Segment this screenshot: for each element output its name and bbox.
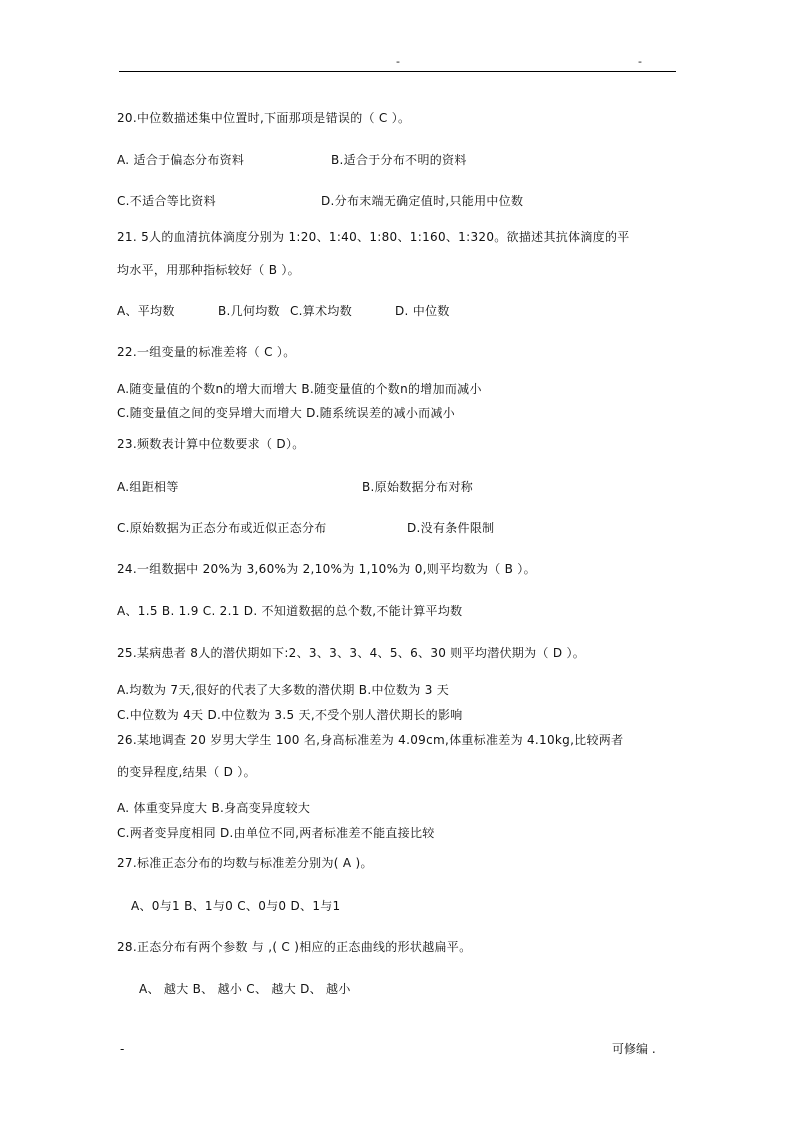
header-mark-right: - — [638, 55, 642, 68]
question-22-options-cd: C.随变量值之间的变异增大而增大 D.随系统误差的减小而减小 — [117, 406, 456, 420]
question-22-options-ab: A.随变量值的个数n的增大而增大 B.随变量值的个数n的增加而减小 — [117, 382, 482, 396]
question-27-stem: 27.标准正态分布的均数与标准差分别为( A )。 — [117, 856, 373, 870]
question-26-stem-line1: 26.某地调查 20 岁男大学生 100 名,身高标准差为 4.09cm,体重标准差为 4.10kg,比较两者 — [117, 733, 624, 747]
question-27-options: A、0与1 B、1与0 C、0与0 D、1与1 — [131, 899, 341, 913]
question-28-options: A、 越大 B、 越小 C、 越大 D、 越小 — [139, 982, 351, 996]
question-21-option-a: A、平均数 — [117, 304, 175, 318]
question-25-options-cd: C.中位数为 4天 D.中位数为 3.5 天,不受个别人潜伏期长的影响 — [117, 708, 463, 722]
question-21-option-c: C.算术均数 — [290, 304, 352, 318]
question-21-stem-line1: 21. 5人的血清抗体滴度分别为 1:20、1:40、1:80、1:160、1:320。欲描述其抗体滴度的平 — [117, 230, 630, 244]
question-20-option-a: A. 适合于偏态分布资料 — [117, 153, 245, 167]
question-20-option-d: D.分布末端无确定值时,只能用中位数 — [321, 194, 524, 208]
question-20-option-b: B.适合于分布不明的资料 — [331, 153, 467, 167]
question-22-stem: 22.一组变量的标准差将（ C ）。 — [117, 345, 296, 359]
question-23-option-a: A.组距相等 — [117, 480, 179, 494]
question-21-option-d: D. 中位数 — [395, 304, 450, 318]
question-25-stem: 25.某病患者 8人的潜伏期如下:2、3、3、3、4、5、6、30 则平均潜伏期为（ D ）。 — [117, 646, 586, 660]
footer-editable-note: 可修编 . — [612, 1042, 656, 1056]
header-rule — [119, 71, 676, 72]
question-23-option-d: D.没有条件限制 — [407, 521, 495, 535]
question-26-options-ab: A. 体重变异度大 B.身高变异度较大 — [117, 801, 311, 815]
header-mark-left: - — [396, 55, 400, 68]
question-26-options-cd: C.两者变异度相同 D.由单位不同,两者标准差不能直接比较 — [117, 826, 435, 840]
question-24-stem: 24.一组数据中 20%为 3,60%为 2,10%为 1,10%为 0,则平均数为（ B ）。 — [117, 562, 536, 576]
footer-mark-left: - — [120, 1042, 125, 1056]
question-23-stem: 23.频数表计算中位数要求（ D）。 — [117, 437, 305, 451]
question-20-stem: 20.中位数描述集中位置时,下面那项是错误的（ C ）。 — [117, 111, 411, 125]
question-21-stem-line2: 均水平，用那种指标较好（ B ）。 — [117, 263, 300, 277]
question-28-stem: 28.正态分布有两个参数 与 ,( C )相应的正态曲线的形状越扁平。 — [117, 940, 472, 954]
question-24-options: A、1.5 B. 1.9 C. 2.1 D. 不知道数据的总个数,不能计算平均数 — [117, 604, 463, 618]
question-23-option-b: B.原始数据分布对称 — [362, 480, 474, 494]
question-26-stem-line2: 的变异程度,结果（ D ）。 — [117, 765, 256, 779]
question-21-option-b: B.几何均数 — [218, 304, 280, 318]
question-23-option-c: C.原始数据为正态分布或近似正态分布 — [117, 521, 327, 535]
question-20-option-c: C.不适合等比资料 — [117, 194, 216, 208]
question-25-options-ab: A.均数为 7天,很好的代表了大多数的潜伏期 B.中位数为 3 天 — [117, 683, 450, 697]
